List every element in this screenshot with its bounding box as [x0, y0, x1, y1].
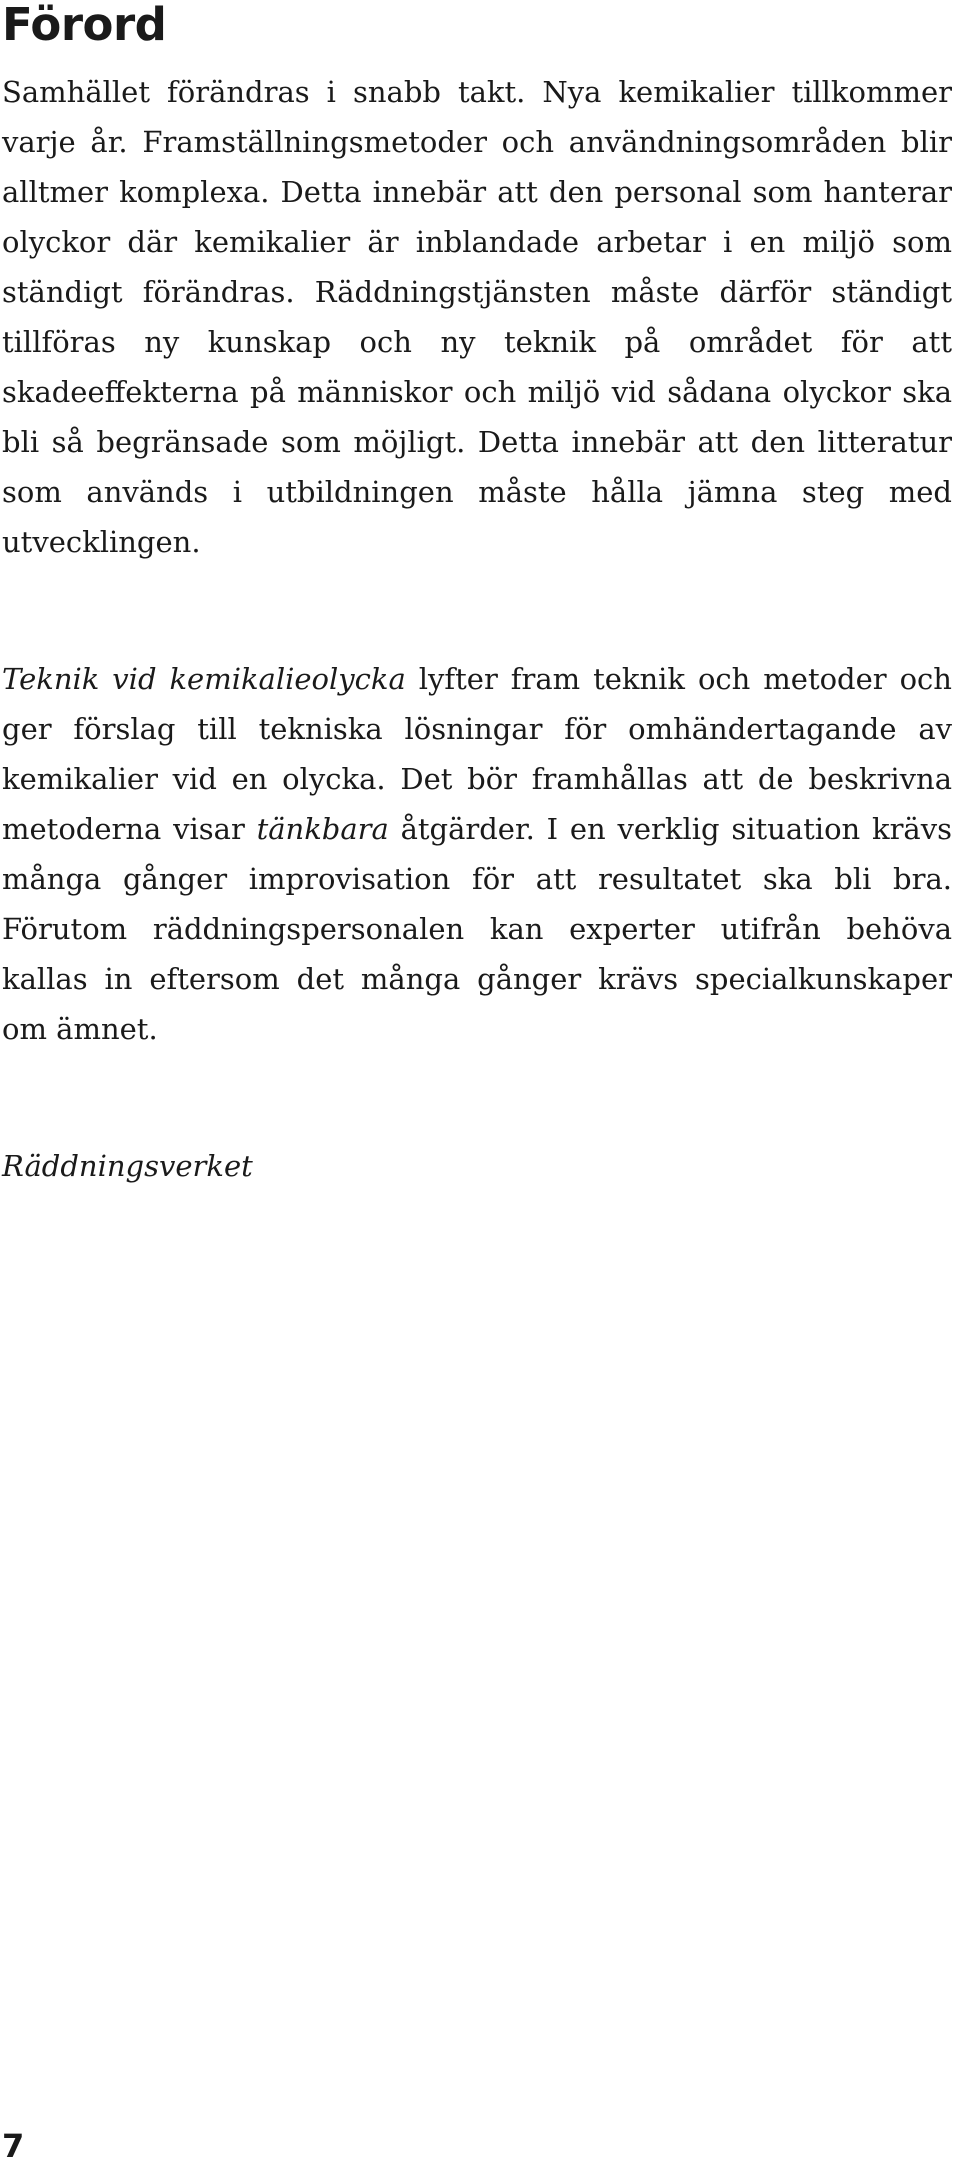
page-title: Förord: [2, 0, 167, 51]
signature: Räddningsverket: [2, 1149, 253, 1183]
page-number: 7: [2, 2127, 25, 2165]
emphasis-word: tänkbara: [256, 812, 389, 846]
paragraph-intro: Samhället förändras i snabb takt. Nya kemikalier tillkommer varje år. Framställningsmetoder och användningsområden blir alltmer komplexa. Detta innebär att den personal som hanterar olyckor där kemikalier är inblandade arbetar i en miljö som ständigt förändras. Räddningstjänsten måste därför ständigt tillföras ny kunskap och ny teknik på området för att skadeeffekterna på människor och miljö vid sådana olyckor ska bli så begränsade som möjligt. Detta innebär att den litteratur som används i utbildningen måste hålla jämna steg med utvecklingen.: [2, 75, 952, 559]
paragraph-book-description: [2, 654, 952, 1054]
book-title: Teknik vid kemikalieolycka: [2, 662, 406, 696]
paragraph-text-part2: åtgärder. I en verklig situation krävs många gånger improvisation för att resultatet ska bli bra. Förutom räddningspersonalen kan experter utifrån behöva kallas in eftersom det många gånger krävs specialkunskaper om ämnet.: [2, 812, 952, 1046]
paragraph-text-part1: lyfter fram teknik och metoder och ger förslag till tekniska lösningar för omhändertagande av kemikalier vid en olycka. Det bör framhållas att de beskrivna metoderna visar: [2, 662, 952, 846]
